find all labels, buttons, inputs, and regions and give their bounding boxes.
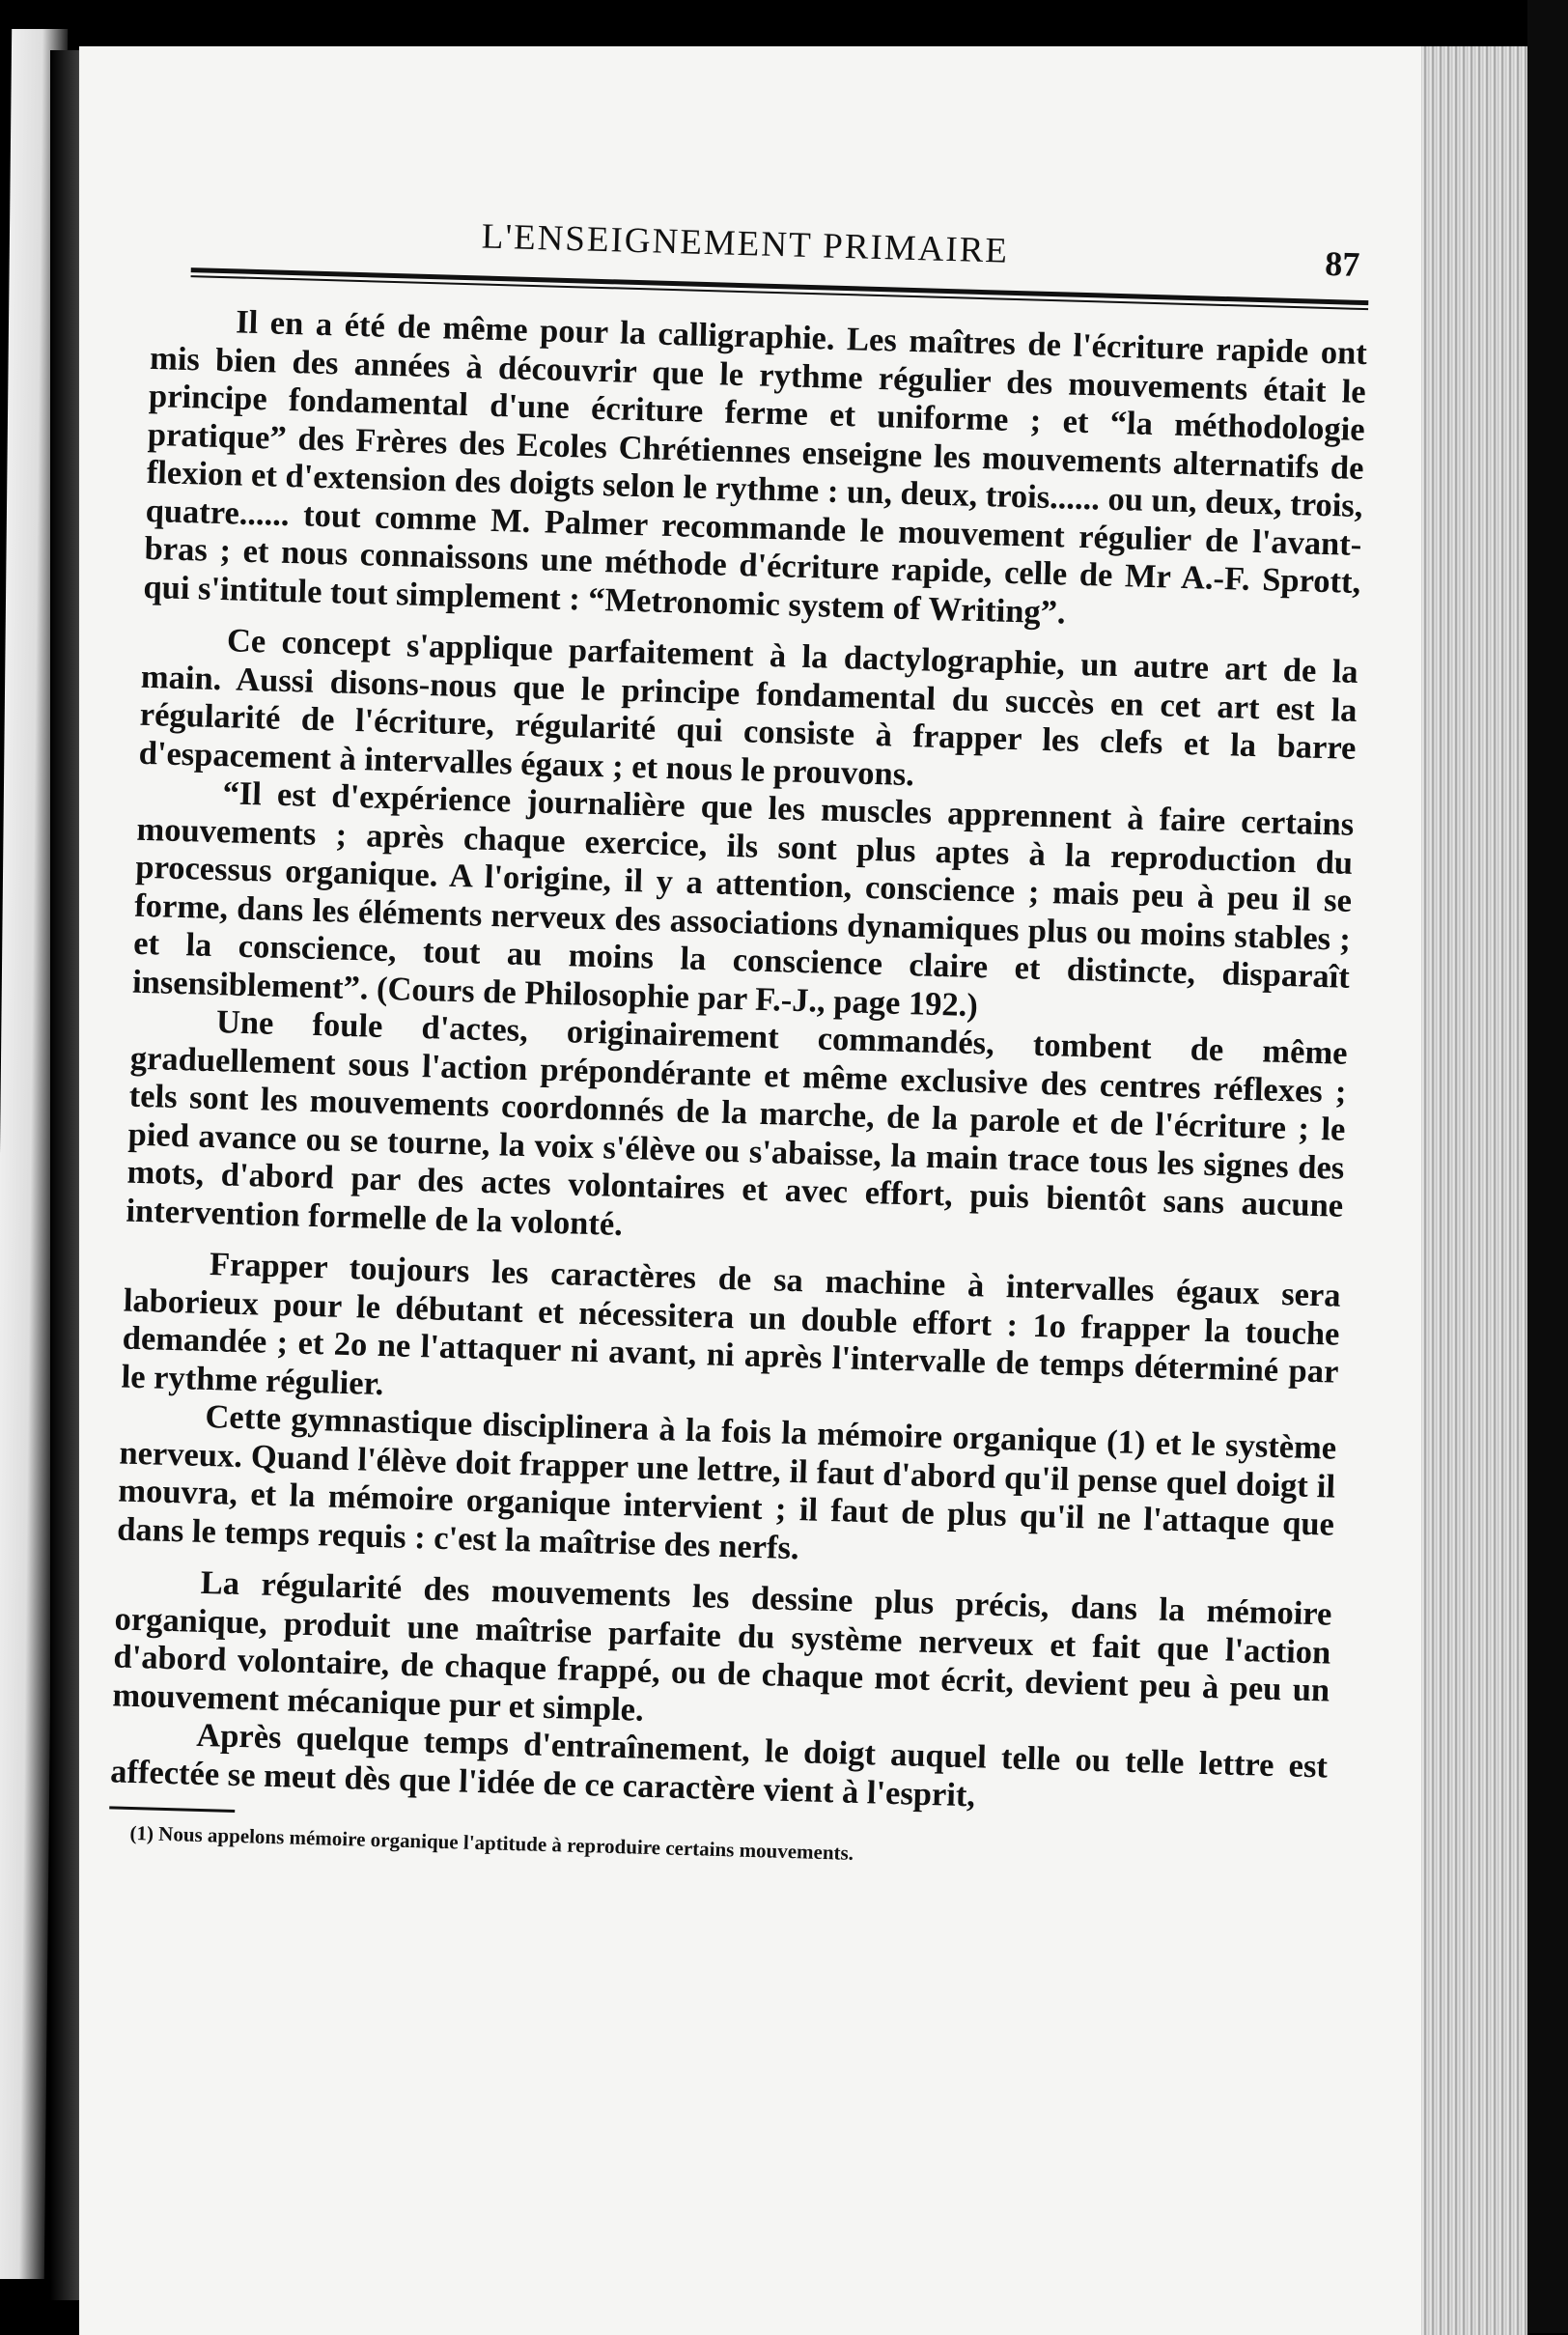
body-text <box>110 301 1368 1825</box>
paragraph-dactylographie: Ce concept s'applique parfaitement à la dactylographie, un autre art de la main. Aussi disons-nous que le principe fondamental du succès en cet art est la régularité de l'écriture, régularité qui consiste à frapper les clefs et la barre d'espacement à intervalles égaux ; et nous le prouvons. <box>138 622 1359 793</box>
footnote-rule <box>109 1806 235 1813</box>
book-page <box>79 46 1527 2335</box>
page-content <box>108 191 1370 1880</box>
paragraph-citation: “Il est d'expérience journalière que les muscles apprennent à faire certains mouvements ; après chaque exercice, ils sont plus aptes à la reproduction du processus organique. A l'origine, il y a attention, conscience ; mais peu à peu il se forme, dans les éléments nerveux des associations dynamiques plus ou moins stables ; et la conscience, tout au moins la conscience claire et distincte, disparaît insensiblement”. (Cours de Philosophie par F.-J., page 192.) <box>131 774 1355 1024</box>
paragraph-frapper: Frapper toujours les caractères de sa machine à intervalles égaux sera laborieux pour le débutant et nécessitera un double effort : 1o frapper la touche demandée ; et 2o ne l'attaquer ni avant, ni après l'intervalle de temps déterminé par le rythme régulier. <box>121 1246 1342 1402</box>
page-stack-edge <box>1421 46 1527 2335</box>
running-title: L'ENSEIGNEMENT PRIMAIRE <box>481 216 1010 271</box>
paragraph-entrainement: Après quelque temps d'entraînement, le doigt auquel telle ou telle lettre est affectée se meut dès que l'idée de ce caractère vient à l'esprit, <box>109 1716 1329 1814</box>
page-number: 87 <box>1324 243 1360 284</box>
paragraph-calligraphie: Il en a été de même pour la calligraphie. Les maîtres de l'écriture rapide ont mis bien des années à découvrir que le rythme régulier des mouvements était le principe fondamental d'une écriture ferme et uniforme ; et “la méthodologie pratique” des Frères des Ecoles Chrétiennes enseigne les mouvements alternatifs de flexion et d'extension des doigts selon le rythme : un, deux, trois...... ou un, deux, trois, quatre...... tout comme M. Palmer recommande le mouvement régulier de l'avant-bras ; et nous connaissons une méthode d'écriture rapide, celle de Mr A.-F. Sprott, qui s'intitule tout simplement : “Metronomic system of Writing”. <box>143 303 1368 632</box>
scan-right-border <box>1527 0 1568 2333</box>
paragraph-actes: Une foule d'actes, originairement commandés, tombent de même graduellement sous l'action prépondérante et même exclusive des centres réflexes ; tels sont les mouvements coordonnés de la marche, de la parole et de l'écriture ; le pied avance ou se tourne, la voix s'élève ou s'abaisse, la main trace tous les signes des mots, d'abord par des actes volontaires et avec effort, puis bientôt sans aucune intervention formelle de la volonté. <box>125 1003 1349 1243</box>
paragraph-regularite: La régularité des mouvements les dessine plus précis, dans la mémoire organique, produit une maîtrise parfaite du système nerveux et fait que l'action d'abord volontaire, de chaque frappé, ou de chaque mot écrit, devient peu à peu un mouvement mécanique pur et simple. <box>111 1563 1332 1729</box>
paragraph-gymnastique: Cette gymnastique disciplinera à la fois la mémoire organique (1) et le système nerveux. Quand l'élève doit frapper une lettre, il faut d'abord qu'il pense quel doigt il mouvra, et la mémoire organique intervient ; il faut de plus qu'il ne l'attaque que dans le temps requis : c'est la maîtrise des nerfs. <box>116 1397 1337 1566</box>
footnote: (1) Nous appelons mémoire organique l'aptitude à reproduire certains mouvements. <box>129 1820 854 1865</box>
